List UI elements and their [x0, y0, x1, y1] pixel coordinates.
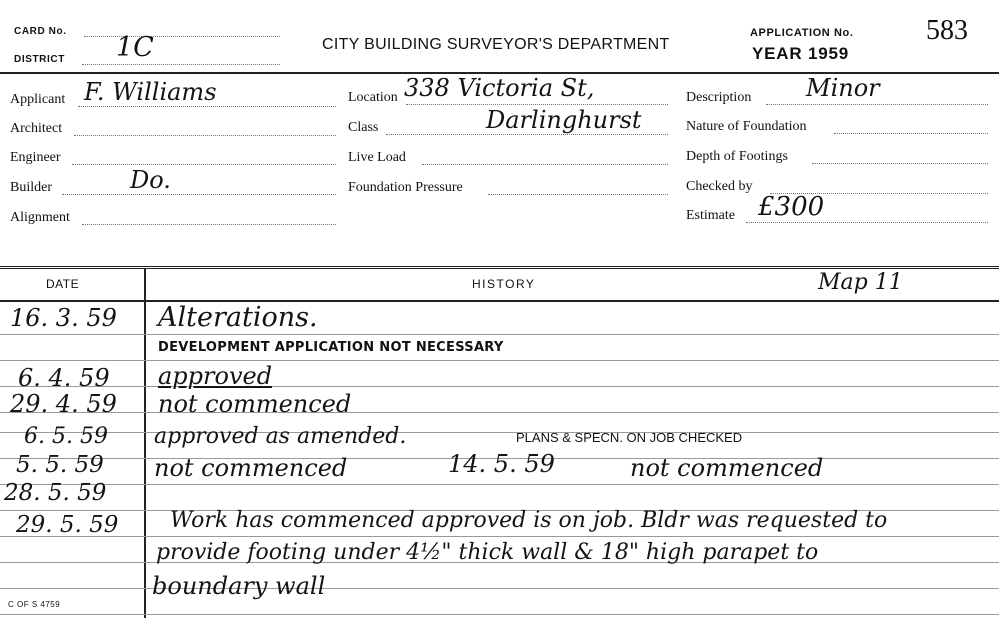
- row-history: approved as amended.: [154, 424, 407, 449]
- row-date: 29. 4. 59: [10, 390, 117, 418]
- location-value: 338 Victoria St,: [404, 74, 595, 102]
- builder-label: Builder: [10, 180, 52, 195]
- row-history: approved: [158, 362, 273, 390]
- district-value: 1C: [116, 32, 154, 63]
- row-history-continued: boundary wall: [152, 572, 326, 600]
- nature-of-foundation-label: Nature of Foundation: [686, 119, 807, 134]
- row-history: Alterations.: [158, 302, 318, 333]
- class-label: Class: [348, 120, 379, 135]
- row-date: 5. 5. 59: [16, 452, 104, 478]
- estimate-label: Estimate: [686, 208, 735, 223]
- applicant-label: Applicant: [10, 92, 66, 107]
- architect-label: Architect: [10, 121, 63, 136]
- card-no-label: CARD No.: [14, 26, 67, 37]
- row-date: 29. 5. 59: [16, 512, 119, 538]
- description-value: Minor: [806, 74, 880, 102]
- estimate-value: £300: [758, 192, 825, 222]
- description-label: Description: [686, 90, 752, 105]
- depth-of-footings-label: Depth of Footings: [686, 149, 788, 164]
- alignment-label: Alignment: [10, 210, 70, 225]
- location-value-line2: Darlinghurst: [486, 106, 642, 134]
- date-column-divider: [144, 268, 146, 618]
- row-date: 6. 4. 59: [18, 364, 110, 392]
- row-date: 16. 3. 59: [10, 304, 117, 332]
- checked-by-label: Checked by: [686, 179, 753, 194]
- row-history: Work has commenced approved is on job. Bldr was requested to: [170, 508, 888, 533]
- date-column-header: DATE: [46, 277, 80, 291]
- row-date: 6. 5. 59: [24, 424, 108, 449]
- application-no-value: 583: [926, 15, 968, 46]
- development-stamp: DEVELOPMENT APPLICATION NOT NECESSARY: [158, 340, 504, 355]
- application-no-label: APPLICATION No.: [750, 27, 854, 39]
- row-date: 28. 5. 59: [4, 480, 107, 506]
- location-label: Location: [348, 90, 398, 105]
- builder-value: Do.: [130, 166, 171, 194]
- table-top-rule: [0, 266, 999, 269]
- applicant-value: F. Williams: [84, 78, 217, 106]
- row-extra-date: 14. 5. 59: [448, 450, 555, 478]
- row-history-continued: provide footing under 4½" thick wall & 18" high parapet to: [156, 540, 819, 565]
- district-label: DISTRICT: [14, 54, 65, 65]
- form-code: C OF S 4759: [8, 600, 61, 609]
- live-load-label: Live Load: [348, 150, 406, 165]
- table-header-rule: [0, 300, 999, 302]
- foundation-pressure-label: Foundation Pressure: [348, 180, 463, 195]
- department-title: CITY BUILDING SURVEYOR'S DEPARTMENT: [322, 36, 670, 53]
- row-history: not commenced: [154, 454, 348, 482]
- map-reference-note: Map 11: [818, 270, 903, 295]
- row-extra-history: not commenced: [630, 454, 824, 482]
- row-history: not commenced: [158, 390, 352, 418]
- history-column-header: HISTORY: [472, 277, 536, 291]
- plans-checked-stamp: PLANS & SPECN. ON JOB CHECKED: [516, 430, 743, 445]
- engineer-label: Engineer: [10, 150, 61, 165]
- application-year: YEAR 1959: [752, 44, 849, 63]
